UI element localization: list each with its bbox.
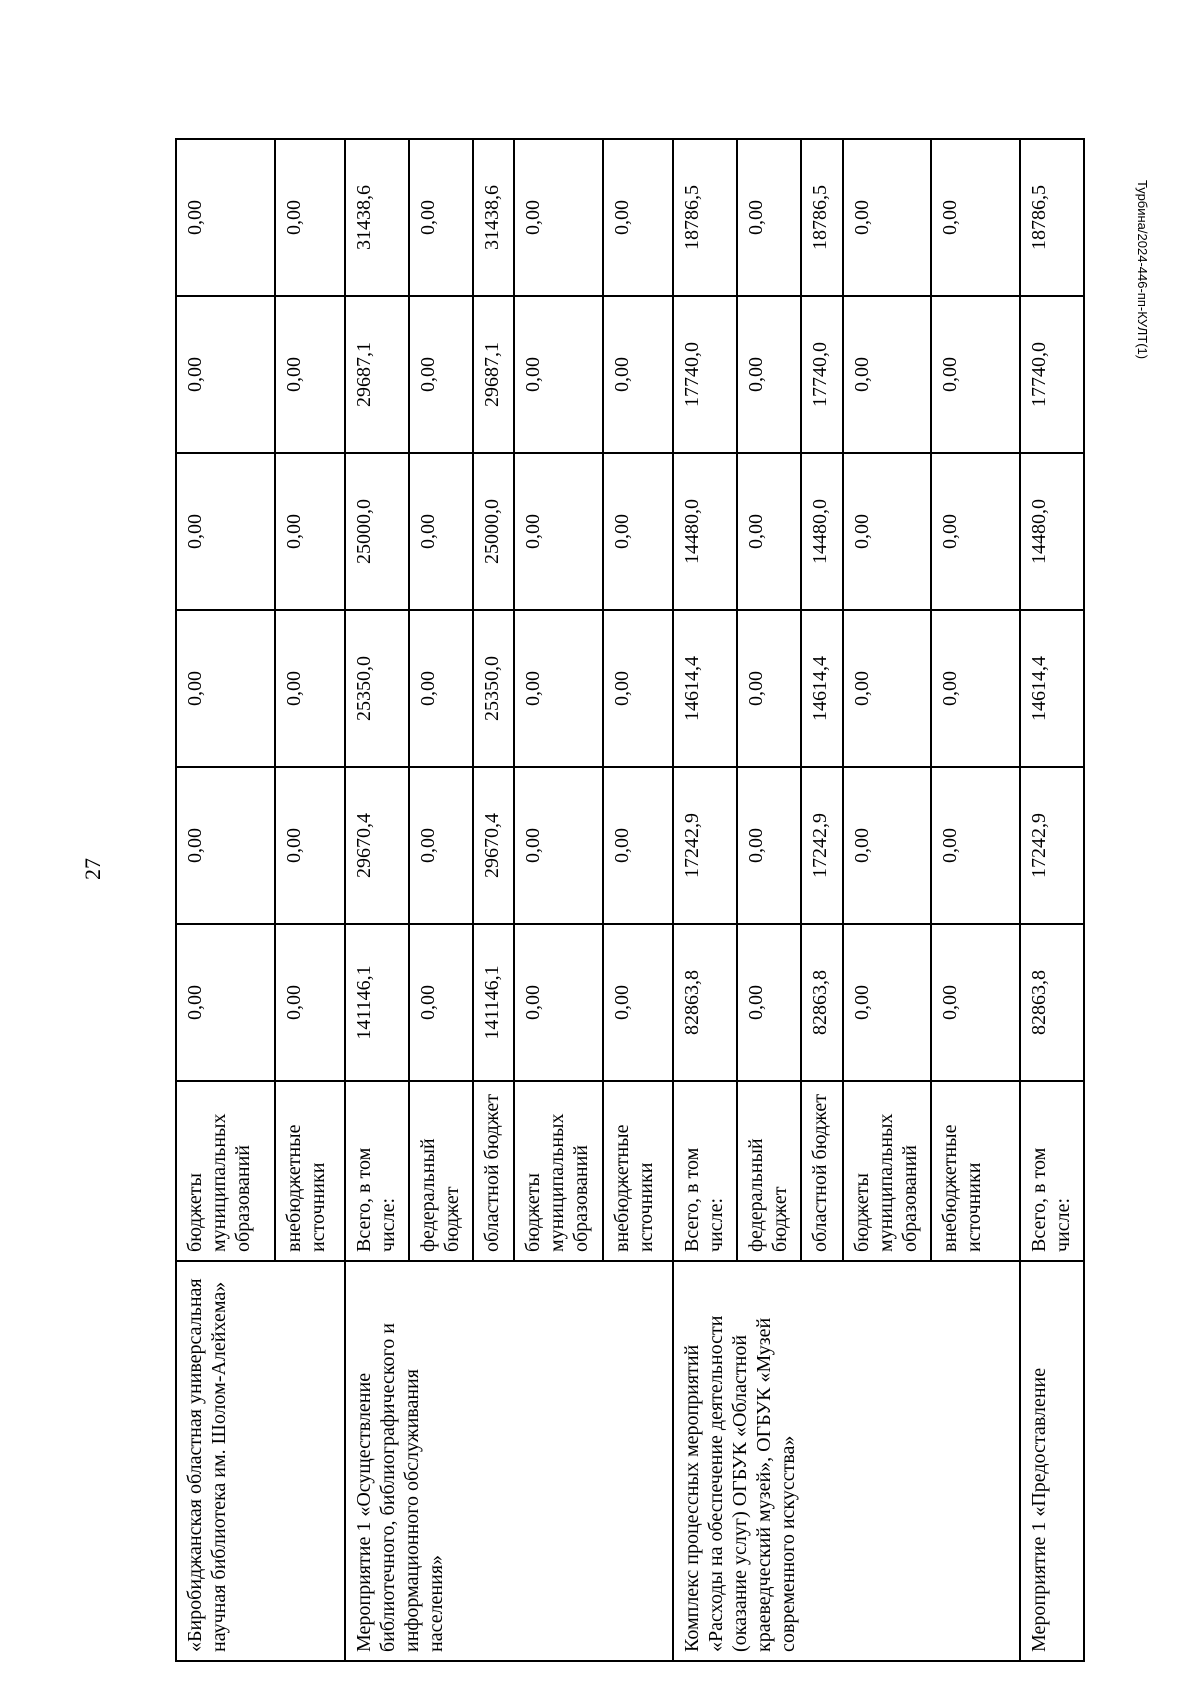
amount-cell: 18786,5 xyxy=(1020,139,1084,296)
amount-cell: 0,00 xyxy=(737,453,801,610)
amount-cell: 25350,0 xyxy=(473,610,514,767)
measure-name-cell: «Биробиджанская областная универсальная научная библиотека им. Шолом-Алейхема» xyxy=(176,1261,345,1661)
amount-cell: 0,00 xyxy=(843,453,932,610)
funding-source-cell: Всего, в том числе: xyxy=(345,1081,409,1261)
amount-cell: 14480,0 xyxy=(801,453,842,610)
funding-source-cell: внебюджетные источники xyxy=(931,1081,1020,1261)
funding-source-cell: Всего, в том числе: xyxy=(673,1081,737,1261)
funding-source-cell: федеральный бюджет xyxy=(737,1081,801,1261)
table-body xyxy=(176,139,1084,1661)
amount-cell: 17242,9 xyxy=(1020,767,1084,924)
amount-cell: 18786,5 xyxy=(801,139,842,296)
amount-cell: 29687,1 xyxy=(473,296,514,453)
amount-cell: 14480,0 xyxy=(673,453,737,610)
amount-cell: 141146,1 xyxy=(345,924,409,1081)
measure-name-cell: Мероприятие 1 «Предоставление xyxy=(1020,1261,1084,1661)
amount-cell: 0,00 xyxy=(931,767,1020,924)
amount-cell: 17242,9 xyxy=(673,767,737,924)
document-code: Турбина/2024-446-пп-КУЛТ(1) xyxy=(1135,180,1150,360)
amount-cell: 17740,0 xyxy=(801,296,842,453)
amount-cell: 0,00 xyxy=(176,296,275,453)
amount-cell: 0,00 xyxy=(843,296,932,453)
amount-cell: 82863,8 xyxy=(801,924,842,1081)
amount-cell: 0,00 xyxy=(409,924,473,1081)
budget-table xyxy=(175,138,1085,1662)
amount-cell: 0,00 xyxy=(931,453,1020,610)
amount-cell: 0,00 xyxy=(409,139,473,296)
amount-cell: 25000,0 xyxy=(473,453,514,610)
amount-cell: 0,00 xyxy=(931,610,1020,767)
amount-cell: 0,00 xyxy=(603,924,673,1081)
amount-cell: 0,00 xyxy=(275,139,345,296)
funding-source-cell: бюджеты муниципальных образований xyxy=(176,1081,275,1261)
amount-cell: 14614,4 xyxy=(673,610,737,767)
amount-cell: 0,00 xyxy=(737,924,801,1081)
amount-cell: 17740,0 xyxy=(673,296,737,453)
amount-cell: 17242,9 xyxy=(801,767,842,924)
amount-cell: 25350,0 xyxy=(345,610,409,767)
amount-cell: 0,00 xyxy=(931,296,1020,453)
amount-cell: 0,00 xyxy=(603,296,673,453)
amount-cell: 0,00 xyxy=(843,924,932,1081)
amount-cell: 82863,8 xyxy=(1020,924,1084,1081)
amount-cell: 0,00 xyxy=(843,767,932,924)
amount-cell: 0,00 xyxy=(931,924,1020,1081)
amount-cell: 0,00 xyxy=(409,610,473,767)
amount-cell: 0,00 xyxy=(737,610,801,767)
amount-cell: 0,00 xyxy=(603,767,673,924)
table-row xyxy=(345,139,409,1661)
amount-cell: 0,00 xyxy=(275,296,345,453)
table-row xyxy=(1020,139,1084,1661)
amount-cell: 0,00 xyxy=(843,610,932,767)
funding-source-cell: областной бюджет xyxy=(801,1081,842,1261)
amount-cell: 0,00 xyxy=(603,453,673,610)
amount-cell: 0,00 xyxy=(737,767,801,924)
amount-cell: 0,00 xyxy=(275,610,345,767)
amount-cell: 29670,4 xyxy=(345,767,409,924)
amount-cell: 0,00 xyxy=(514,767,603,924)
table-row xyxy=(176,139,275,1661)
amount-cell: 0,00 xyxy=(409,453,473,610)
amount-cell: 0,00 xyxy=(409,767,473,924)
amount-cell: 25000,0 xyxy=(345,453,409,610)
funding-source-cell: Всего, в том числе: xyxy=(1020,1081,1084,1261)
amount-cell: 82863,8 xyxy=(673,924,737,1081)
amount-cell: 31438,6 xyxy=(345,139,409,296)
amount-cell: 29687,1 xyxy=(345,296,409,453)
amount-cell: 0,00 xyxy=(514,924,603,1081)
amount-cell: 0,00 xyxy=(603,610,673,767)
amount-cell: 0,00 xyxy=(176,924,275,1081)
amount-cell: 0,00 xyxy=(514,610,603,767)
amount-cell: 0,00 xyxy=(737,296,801,453)
amount-cell: 29670,4 xyxy=(473,767,514,924)
amount-cell: 0,00 xyxy=(275,767,345,924)
amount-cell: 0,00 xyxy=(843,139,932,296)
amount-cell: 0,00 xyxy=(603,139,673,296)
amount-cell: 0,00 xyxy=(514,453,603,610)
amount-cell: 0,00 xyxy=(176,139,275,296)
amount-cell: 0,00 xyxy=(275,924,345,1081)
funding-source-cell: бюджеты муниципальных образований xyxy=(514,1081,603,1261)
amount-cell: 0,00 xyxy=(275,453,345,610)
amount-cell: 14614,4 xyxy=(801,610,842,767)
amount-cell: 0,00 xyxy=(176,453,275,610)
funding-source-cell: областной бюджет xyxy=(473,1081,514,1261)
amount-cell: 0,00 xyxy=(409,296,473,453)
amount-cell: 17740,0 xyxy=(1020,296,1084,453)
funding-source-cell: федеральный бюджет xyxy=(409,1081,473,1261)
amount-cell: 141146,1 xyxy=(473,924,514,1081)
measure-name-cell: Мероприятие 1 «Осуществление библиотечного, библиографического и информационного обслуживания населения» xyxy=(345,1261,673,1661)
amount-cell: 0,00 xyxy=(931,139,1020,296)
amount-cell: 0,00 xyxy=(514,296,603,453)
amount-cell: 14480,0 xyxy=(1020,453,1084,610)
page-number: 27 xyxy=(80,858,105,880)
measure-name-cell: Комплекс процессных мероприятий «Расходы на обеспечение деятельности (оказание услуг) ОГБУК «Областной краеведческий музей», ОГБУК «Музей современного искусства» xyxy=(673,1261,1020,1661)
amount-cell: 0,00 xyxy=(737,139,801,296)
table-row xyxy=(673,139,737,1661)
funding-source-cell: внебюджетные источники xyxy=(275,1081,345,1261)
funding-source-cell: бюджеты муниципальных образований xyxy=(843,1081,932,1261)
amount-cell: 18786,5 xyxy=(673,139,737,296)
amount-cell: 31438,6 xyxy=(473,139,514,296)
funding-source-cell: внебюджетные источники xyxy=(603,1081,673,1261)
amount-cell: 14614,4 xyxy=(1020,610,1084,767)
amount-cell: 0,00 xyxy=(176,610,275,767)
rotated-table-wrapper xyxy=(175,140,1085,1662)
amount-cell: 0,00 xyxy=(514,139,603,296)
amount-cell: 0,00 xyxy=(176,767,275,924)
